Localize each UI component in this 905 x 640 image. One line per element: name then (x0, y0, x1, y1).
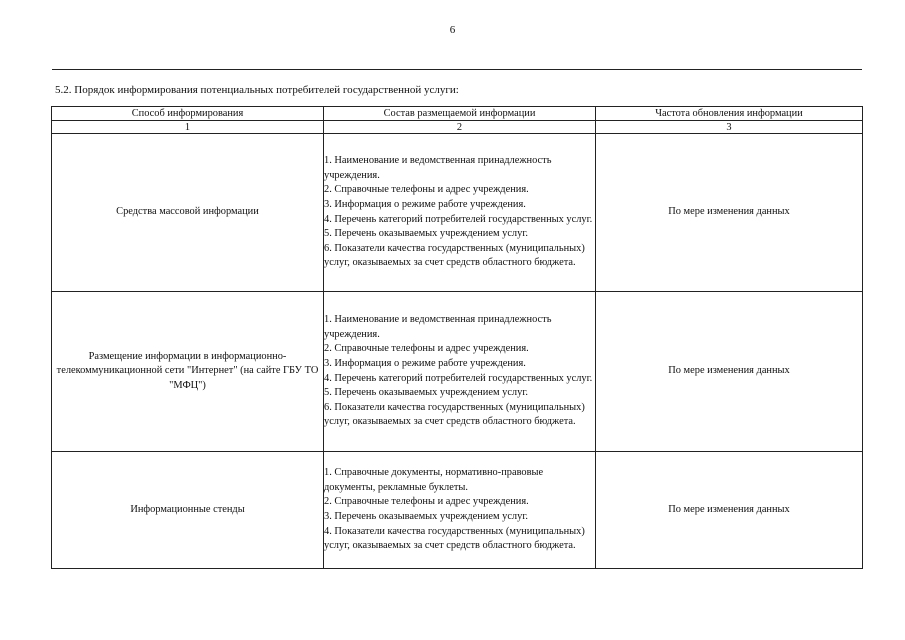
method-cell: Информационные стенды (52, 452, 324, 569)
content-item: 1. Наименование и ведомственная принадлежность учреждения. (324, 155, 552, 181)
section-heading: 5.2. Порядок информирования потенциальных потребителей государственной услуги: (55, 84, 459, 96)
table-row (52, 292, 863, 452)
header-divider (52, 69, 862, 70)
column-number: 1 (52, 121, 324, 134)
column-number: 2 (324, 121, 596, 134)
content-item: 2. Справочные телефоны и адрес учреждения. (324, 496, 529, 508)
content-item: 3. Информация о режиме работе учреждения. (324, 198, 526, 210)
frequency-cell: По мере изменения данных (596, 134, 863, 292)
content-item: 3. Перечень оказываемых учреждением услуг. (324, 511, 529, 522)
information-table (51, 106, 863, 569)
column-number-row (52, 121, 863, 134)
content-item: 4. Перечень категорий потребителей государственных услуг. (324, 213, 593, 225)
frequency-cell: По мере изменения данных (596, 292, 863, 452)
page-number: 6 (449, 24, 456, 36)
content-item: 1. Справочные документы, нормативно-правовые документы, рекламные буклеты. (324, 467, 544, 493)
frequency-cell: По мере изменения данных (596, 452, 863, 569)
content-item: 2. Справочные телефоны и адрес учреждения. (324, 343, 529, 355)
content-cell (324, 292, 596, 452)
header-method: Способ информирования (52, 107, 324, 121)
content-item: 5. Перечень оказываемых учреждением услуг. (324, 387, 529, 399)
content-item: 1. Наименование и ведомственная принадлежность учреждения. (324, 314, 552, 340)
content-item: 5. Перечень оказываемых учреждением услуг. (324, 228, 529, 240)
content-cell (324, 134, 596, 292)
content-item: 3. Информация о режиме работе учреждения. (324, 357, 526, 369)
table-header-row (52, 107, 863, 121)
content-item: 2. Справочные телефоны и адрес учреждения. (324, 184, 529, 196)
method-cell: Средства массовой информации (52, 134, 324, 292)
content-item: 6. Показатели качества государственных (муниципальных) услуг, оказываемых за счет средств областного бюджета. (324, 401, 585, 428)
column-number: 3 (596, 121, 863, 134)
content-item: 4. Перечень категорий потребителей государственных услуг. (324, 372, 593, 384)
table-row (52, 452, 863, 569)
header-frequency: Частота обновления информации (596, 107, 863, 121)
content-item: 4. Показатели качества государственных (муниципальных) услуг, оказываемых за счет средств областного бюджета. (324, 525, 585, 552)
header-content: Состав размещаемой информации (324, 107, 596, 121)
content-item: 6. Показатели качества государственных (муниципальных) услуг, оказываемых за счет средств областного бюджета. (324, 242, 585, 269)
method-cell: Размещение информации в информационно-телекоммуникационной сети "Интернет" (на сайте ГБУ ТО "МФЦ") (52, 292, 324, 452)
table-row (52, 134, 863, 292)
content-cell (324, 452, 596, 569)
